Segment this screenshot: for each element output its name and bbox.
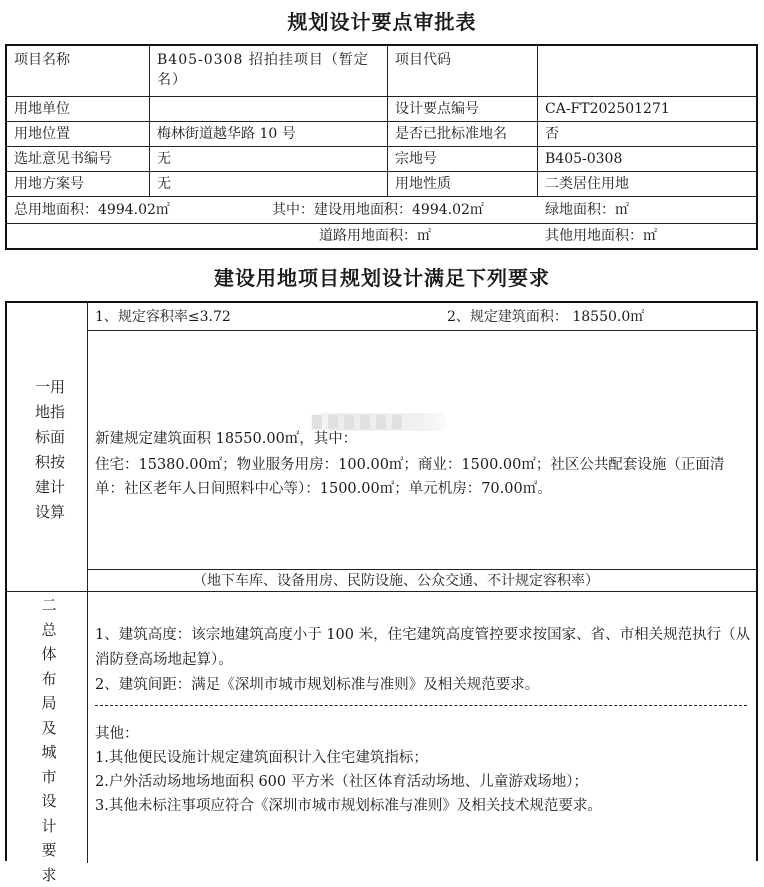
land-use-label: 用地性质	[395, 176, 451, 192]
approval-table	[5, 44, 758, 250]
col-divider	[387, 46, 388, 196]
row-divider	[7, 196, 756, 197]
col-divider	[87, 303, 88, 863]
far-text: 1、规定容积率≤3.72	[95, 309, 231, 325]
other-item-2: 2.户外活动场地场地面积 600 平方米（社区体育活动场地、儿童游戏场地）；	[95, 774, 588, 790]
location-value: 梅林街道越华路 10 号	[157, 126, 296, 142]
breakdown-text: 住宅：15380.00㎡；物业服务用房：100.00㎡；商业：1500.00㎡；社区公共配套设施（正面清单：社区老年人日间照料中心等）：1500.00㎡；单元机房：70.00㎡。	[95, 457, 725, 497]
other-item-3: 3.其他未标注事项应符合《深圳市城市规划标准与准则》及相关技术规范要求。	[95, 798, 602, 814]
page-title: 规划设计要点审批表	[287, 10, 477, 34]
row-divider	[7, 121, 756, 122]
total-area: 总用地面积：4994.02㎡	[14, 202, 170, 218]
new-gfa-text: 新建规定建筑面积 18550.00㎡，其中：	[95, 431, 358, 447]
construction-area: 其中：建设用地面积：4994.02㎡	[272, 202, 484, 218]
col-divider	[149, 46, 150, 196]
row-divider	[87, 569, 756, 570]
row-divider	[7, 591, 756, 592]
exclusions-text: （地下车库、设备用房、民防设施、公众交通、不计规定容积率）	[193, 573, 599, 589]
row-divider	[7, 223, 756, 224]
spacing-text: 2、建筑间距：满足《深圳市城市规划标准与准则》及相关规范要求。	[95, 677, 540, 693]
design-no-value: CA-FT202501271	[545, 101, 670, 117]
land-unit-label: 用地单位	[14, 101, 70, 117]
parcel-no-value: B405-0308	[545, 151, 623, 167]
land-plan-value: 无	[157, 176, 171, 192]
approved-name-label: 是否已批标准地名	[395, 126, 507, 142]
row-divider	[7, 96, 756, 97]
site-opinion-label: 选址意见书编号	[14, 151, 112, 167]
dashed-divider	[95, 705, 747, 706]
land-use-value: 二类居住用地	[545, 176, 629, 192]
land-plan-label: 用地方案号	[14, 176, 84, 192]
other-item-1: 1.其他便民设施计规定建筑面积计入住宅建筑指标；	[95, 750, 428, 766]
requirements-table	[5, 301, 758, 884]
redaction-blur	[309, 413, 447, 431]
section-1-label: 一用地指标面积按建计设算	[35, 378, 66, 521]
section-2-label: 二总体布局及城市设计要求	[41, 596, 57, 884]
project-name-label: 项目名称	[14, 52, 70, 68]
project-name-value: B405-0308 招拍挂项目（暂定名）	[157, 52, 369, 88]
section-title: 建设用地项目规划设计满足下列要求	[214, 266, 550, 290]
design-no-label: 设计要点编号	[395, 101, 479, 117]
parcel-no-label: 宗地号	[395, 151, 437, 167]
green-area: 绿地面积：㎡	[545, 202, 629, 218]
project-code-label: 项目代码	[395, 52, 451, 68]
other-label: 其他：	[95, 726, 139, 742]
height-text: 1、建筑高度：该宗地建筑高度小于 100 米，住宅建筑高度管控要求按国家、省、市相关规范执行（从消防登高场地起算）。	[95, 627, 751, 668]
col-divider	[537, 46, 538, 196]
road-area: 道路用地面积：㎡	[319, 228, 431, 244]
row-divider	[7, 171, 756, 172]
row-divider	[7, 146, 756, 147]
other-area: 其他用地面积：㎡	[545, 228, 657, 244]
site-opinion-value: 无	[157, 151, 171, 167]
location-label: 用地位置	[14, 126, 70, 142]
approved-name-value: 否	[545, 126, 559, 142]
gfa-text: 2、规定建筑面积： 18550.0㎡	[447, 309, 645, 325]
row-divider	[87, 330, 756, 331]
